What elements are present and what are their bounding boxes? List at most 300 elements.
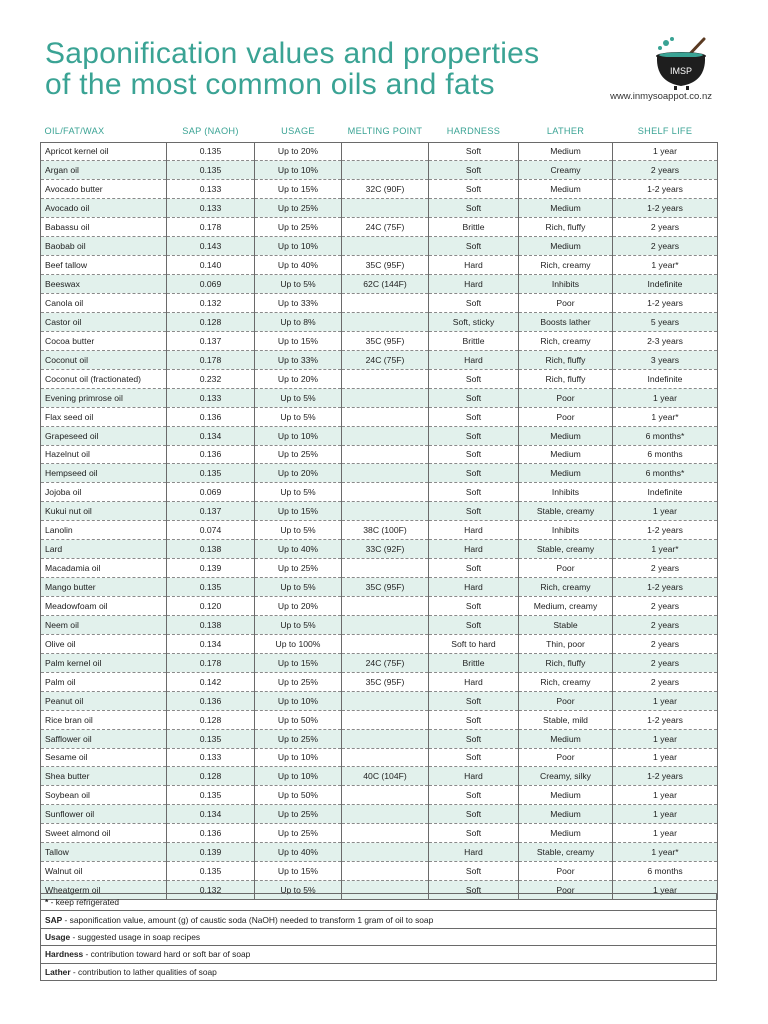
table-cell: 1 year [613, 502, 718, 521]
table-row [41, 237, 718, 256]
table-cell [342, 615, 429, 634]
table-header-row [41, 120, 718, 142]
table-cell: 0.135 [167, 578, 255, 597]
table-cell [342, 464, 429, 483]
table-cell: 0.132 [167, 294, 255, 313]
table-row [41, 710, 718, 729]
table-cell: 38C (100F) [342, 521, 429, 540]
oil-name-cell: Rice bran oil [41, 710, 167, 729]
table-cell: Up to 20% [255, 597, 342, 616]
table-cell: 1 year* [613, 407, 718, 426]
table-cell: 1-2 years [613, 710, 718, 729]
table-cell [342, 142, 429, 161]
table-cell: Brittle [429, 331, 519, 350]
table-cell: Up to 33% [255, 350, 342, 369]
table-cell: Brittle [429, 218, 519, 237]
table-cell: Up to 5% [255, 275, 342, 294]
table-cell: 1-2 years [613, 180, 718, 199]
table-cell: Up to 5% [255, 521, 342, 540]
table-cell: 1 year [613, 805, 718, 824]
oil-name-cell: Beeswax [41, 275, 167, 294]
table-cell: 6 months [613, 445, 718, 464]
note-text: - saponification value, amount (g) of caustic soda (NaOH) needed to transform 1 gram of oil to soap [62, 914, 434, 925]
table-row [41, 294, 718, 313]
table-cell: Stable, creamy [519, 843, 613, 862]
table-cell: Stable, creamy [519, 502, 613, 521]
table-cell: Up to 25% [255, 218, 342, 237]
table-row [41, 653, 718, 672]
table-cell: Soft [429, 445, 519, 464]
table-cell: 1 year [613, 388, 718, 407]
table-cell: 1 year* [613, 540, 718, 559]
table-cell: Indefinite [613, 369, 718, 388]
table-cell: Up to 5% [255, 578, 342, 597]
table-cell: Up to 15% [255, 502, 342, 521]
table-row [41, 350, 718, 369]
table-cell: Medium, creamy [519, 597, 613, 616]
website-url[interactable]: www.inmysoappot.co.nz [610, 91, 712, 102]
table-cell [342, 691, 429, 710]
note-cell [41, 946, 717, 963]
table-cell: Hard [429, 540, 519, 559]
table-cell: 24C (75F) [342, 653, 429, 672]
oil-name-cell: Grapeseed oil [41, 426, 167, 445]
table-row [41, 748, 718, 767]
table-cell: Soft [429, 199, 519, 218]
soap-pot-icon [652, 36, 714, 90]
table-cell: Hard [429, 843, 519, 862]
table-cell: Indefinite [613, 275, 718, 294]
oil-name-cell: Wheatgerm oil [41, 881, 167, 900]
table-cell: Medium [519, 426, 613, 445]
table-cell: 2 years [613, 615, 718, 634]
table-row [41, 312, 718, 331]
oil-name-cell: Cocoa butter [41, 331, 167, 350]
table-row [41, 634, 718, 653]
table-cell: Soft [429, 464, 519, 483]
table-cell [342, 388, 429, 407]
table-row [41, 521, 718, 540]
note-cell [41, 963, 717, 980]
oil-name-cell: Jojoba oil [41, 483, 167, 502]
table-cell: 33C (92F) [342, 540, 429, 559]
table-cell: 1-2 years [613, 767, 718, 786]
table-cell: Soft [429, 615, 519, 634]
table-cell: 0.074 [167, 521, 255, 540]
table-cell: Brittle [429, 653, 519, 672]
table-cell: Indefinite [613, 483, 718, 502]
table-cell: 0.133 [167, 180, 255, 199]
oil-name-cell: Neem oil [41, 615, 167, 634]
table-cell: Up to 10% [255, 691, 342, 710]
table-cell: Rich, fluffy [519, 653, 613, 672]
table-cell: 1 year [613, 786, 718, 805]
note-text: - suggested usage in soap recipes [70, 931, 201, 942]
note-term: * [45, 897, 51, 908]
table-row [41, 597, 718, 616]
table-cell: Soft [429, 597, 519, 616]
oil-name-cell: Soybean oil [41, 786, 167, 805]
table-cell: Up to 20% [255, 142, 342, 161]
table-cell: Up to 20% [255, 369, 342, 388]
column-header: SHELF LIFE [637, 125, 693, 136]
table-cell: Rich, fluffy [519, 350, 613, 369]
table-cell: 0.137 [167, 331, 255, 350]
table-cell [342, 559, 429, 578]
oil-name-cell: Castor oil [41, 312, 167, 331]
table-row [41, 388, 718, 407]
table-cell: Soft [429, 237, 519, 256]
table-cell: 0.136 [167, 691, 255, 710]
table-row [41, 464, 718, 483]
table-row [41, 729, 718, 748]
table-cell: 0.133 [167, 199, 255, 218]
table-cell: 35C (95F) [342, 331, 429, 350]
table-cell: Soft [429, 388, 519, 407]
table-row [41, 483, 718, 502]
oil-name-cell: Baobab oil [41, 237, 167, 256]
table-cell: Hard [429, 672, 519, 691]
table-cell: Soft [429, 142, 519, 161]
table-cell: Up to 5% [255, 483, 342, 502]
column-header: LATHER [546, 125, 585, 136]
oil-name-cell: Sweet almond oil [41, 824, 167, 843]
table-cell: Soft [429, 559, 519, 578]
table-cell: 35C (95F) [342, 578, 429, 597]
table-cell: Medium [519, 729, 613, 748]
table-cell: Poor [519, 881, 613, 900]
table-cell: 24C (75F) [342, 350, 429, 369]
oil-name-cell: Walnut oil [41, 862, 167, 881]
table-cell: 0.135 [167, 161, 255, 180]
table-cell: Up to 5% [255, 615, 342, 634]
table-cell: Up to 15% [255, 862, 342, 881]
table-cell: Soft [429, 786, 519, 805]
table-cell: Stable [519, 615, 613, 634]
table-cell: Soft [429, 180, 519, 199]
table-cell: 1 year [613, 748, 718, 767]
logo-text: IMSP [669, 66, 693, 76]
note-cell [41, 894, 717, 911]
table-cell: 2 years [613, 218, 718, 237]
table-cell: 0.134 [167, 805, 255, 824]
table-cell: Up to 25% [255, 805, 342, 824]
table-row [41, 578, 718, 597]
table-cell: Soft [429, 502, 519, 521]
table-cell: Medium [519, 464, 613, 483]
oil-name-cell: Hazelnut oil [41, 445, 167, 464]
table-cell: Rich, creamy [519, 331, 613, 350]
table-row [41, 142, 718, 161]
table-cell: Soft [429, 294, 519, 313]
table-cell: Thin, poor [519, 634, 613, 653]
table-row [41, 672, 718, 691]
table-cell [342, 634, 429, 653]
table-cell: Soft [429, 161, 519, 180]
oil-name-cell: Coconut oil (fractionated) [41, 369, 167, 388]
table-cell: 5 years [613, 312, 718, 331]
table-cell: 0.120 [167, 597, 255, 616]
table-cell: Poor [519, 559, 613, 578]
table-row [41, 502, 718, 521]
table-cell: Stable, mild [519, 710, 613, 729]
table-cell: 2 years [613, 559, 718, 578]
table-cell: 0.069 [167, 275, 255, 294]
table-cell: 0.136 [167, 824, 255, 843]
oil-name-cell: Lanolin [41, 521, 167, 540]
oil-name-cell: Shea butter [41, 767, 167, 786]
table-cell: 0.137 [167, 502, 255, 521]
oil-name-cell: Kukui nut oil [41, 502, 167, 521]
table-cell: Medium [519, 445, 613, 464]
table-cell: Up to 15% [255, 180, 342, 199]
table-cell: Up to 40% [255, 843, 342, 862]
oil-name-cell: Sunflower oil [41, 805, 167, 824]
table-cell: Soft [429, 369, 519, 388]
table-cell: Up to 5% [255, 407, 342, 426]
table-cell: Medium [519, 142, 613, 161]
oil-name-cell: Tallow [41, 843, 167, 862]
page-title [45, 38, 539, 100]
table-cell: 0.178 [167, 218, 255, 237]
table-cell: Up to 5% [255, 388, 342, 407]
table-cell: Boosts lather [519, 312, 613, 331]
table-cell: 0.133 [167, 388, 255, 407]
table-cell: Soft [429, 407, 519, 426]
table-cell: 0.135 [167, 729, 255, 748]
table-cell: 2 years [613, 237, 718, 256]
table-cell [342, 502, 429, 521]
table-cell: Poor [519, 407, 613, 426]
table-cell: 0.178 [167, 350, 255, 369]
table-cell: 32C (90F) [342, 180, 429, 199]
table-row [41, 218, 718, 237]
table-row [41, 369, 718, 388]
table-cell: 24C (75F) [342, 218, 429, 237]
table-cell: 0.128 [167, 312, 255, 331]
table-cell: Up to 50% [255, 786, 342, 805]
table-cell: Soft [429, 805, 519, 824]
table-cell [342, 445, 429, 464]
table-cell: 0.178 [167, 653, 255, 672]
table-cell: 1-2 years [613, 294, 718, 313]
note-row [41, 946, 717, 963]
table-cell: Poor [519, 388, 613, 407]
table-cell: Up to 10% [255, 426, 342, 445]
table-cell: 0.138 [167, 615, 255, 634]
table-cell: Rich, creamy [519, 578, 613, 597]
table-cell: Up to 25% [255, 559, 342, 578]
oil-name-cell: Safflower oil [41, 729, 167, 748]
table-cell: 40C (104F) [342, 767, 429, 786]
note-cell [41, 928, 717, 945]
table-cell [342, 237, 429, 256]
table-cell: Creamy, silky [519, 767, 613, 786]
note-text: - contribution toward hard or soft bar of soap [83, 949, 251, 960]
table-row [41, 615, 718, 634]
table-cell: 35C (95F) [342, 256, 429, 275]
note-cell [41, 911, 717, 928]
column-header: HARDNESS [446, 125, 501, 136]
oil-name-cell: Hempseed oil [41, 464, 167, 483]
table-cell: Soft [429, 824, 519, 843]
table-cell: 0.128 [167, 767, 255, 786]
table-cell: Stable, creamy [519, 540, 613, 559]
table-cell: 1-2 years [613, 521, 718, 540]
table-cell: 0.139 [167, 559, 255, 578]
table-cell: Hard [429, 767, 519, 786]
table-cell: 1 year [613, 691, 718, 710]
table-row [41, 275, 718, 294]
note-term: Hardness [45, 949, 84, 960]
column-header: USAGE [281, 125, 315, 136]
table-cell: 0.069 [167, 483, 255, 502]
table-row [41, 161, 718, 180]
table-cell [342, 729, 429, 748]
table-row [41, 767, 718, 786]
table-row [41, 805, 718, 824]
table-cell: Up to 15% [255, 331, 342, 350]
oil-name-cell: Apricot kernel oil [41, 142, 167, 161]
table-cell: 6 months* [613, 426, 718, 445]
notes-table [40, 893, 717, 981]
table-row [41, 540, 718, 559]
table-cell: Poor [519, 294, 613, 313]
note-row [41, 928, 717, 945]
table-cell: Up to 20% [255, 464, 342, 483]
table-cell: Hard [429, 275, 519, 294]
table-cell: 0.135 [167, 464, 255, 483]
table-row [41, 407, 718, 426]
oil-name-cell: Olive oil [41, 634, 167, 653]
table-cell: Hard [429, 521, 519, 540]
table-cell [342, 407, 429, 426]
table-row [41, 331, 718, 350]
table-cell: Medium [519, 237, 613, 256]
table-cell: 1 year* [613, 843, 718, 862]
column-header: SAP (NAOH) [182, 125, 239, 136]
table-cell: 0.140 [167, 256, 255, 275]
table-cell [342, 786, 429, 805]
table-cell: 1-2 years [613, 578, 718, 597]
table-cell: Hard [429, 256, 519, 275]
table-cell: Hard [429, 350, 519, 369]
oil-name-cell: Beef tallow [41, 256, 167, 275]
table-cell [342, 312, 429, 331]
oil-name-cell: Argan oil [41, 161, 167, 180]
table-cell: Up to 25% [255, 729, 342, 748]
table-cell: 0.143 [167, 237, 255, 256]
table-row [41, 559, 718, 578]
table-cell: Soft [429, 729, 519, 748]
table-cell: 2-3 years [613, 331, 718, 350]
table-cell: Up to 5% [255, 881, 342, 900]
table-cell: Medium [519, 786, 613, 805]
table-cell: 0.135 [167, 862, 255, 881]
table-cell: 2 years [613, 634, 718, 653]
table-cell: 0.232 [167, 369, 255, 388]
table-cell [342, 597, 429, 616]
table-cell: 0.135 [167, 786, 255, 805]
table-cell: Hard [429, 578, 519, 597]
table-cell: 0.142 [167, 672, 255, 691]
table-cell: Poor [519, 862, 613, 881]
table-cell: Medium [519, 199, 613, 218]
table-cell: 0.134 [167, 426, 255, 445]
table-row [41, 824, 718, 843]
table-cell: Rich, creamy [519, 672, 613, 691]
table-cell: Up to 10% [255, 237, 342, 256]
table-cell: Up to 33% [255, 294, 342, 313]
oil-name-cell: Palm oil [41, 672, 167, 691]
note-text: - keep refrigerated [50, 897, 120, 908]
table-row [41, 199, 718, 218]
table-cell: 1 year [613, 729, 718, 748]
table-cell [342, 862, 429, 881]
table-cell: Up to 15% [255, 653, 342, 672]
oil-name-cell: Canola oil [41, 294, 167, 313]
table-cell: Soft [429, 881, 519, 900]
table-cell: 0.135 [167, 142, 255, 161]
table-cell [342, 369, 429, 388]
note-row [41, 963, 717, 980]
table-cell: Inhibits [519, 521, 613, 540]
table-cell: 6 months* [613, 464, 718, 483]
table-cell: 35C (95F) [342, 672, 429, 691]
oil-name-cell: Peanut oil [41, 691, 167, 710]
table-cell: Up to 100% [255, 634, 342, 653]
table-cell [342, 483, 429, 502]
table-row [41, 691, 718, 710]
table-cell: Up to 8% [255, 312, 342, 331]
table-cell: Medium [519, 805, 613, 824]
oil-name-cell: Sesame oil [41, 748, 167, 767]
column-header: MELTING POINT [347, 125, 423, 136]
table-row [41, 426, 718, 445]
table-cell [342, 748, 429, 767]
table-cell: 1 year* [613, 256, 718, 275]
table-cell: Medium [519, 824, 613, 843]
table-cell: Poor [519, 691, 613, 710]
table-row [41, 256, 718, 275]
table-cell: Soft [429, 691, 519, 710]
table-cell: 0.136 [167, 445, 255, 464]
table-cell: Soft [429, 483, 519, 502]
oil-name-cell: Evening primrose oil [41, 388, 167, 407]
table-cell: Inhibits [519, 483, 613, 502]
table-cell: 0.136 [167, 407, 255, 426]
table-cell [342, 824, 429, 843]
column-header: OIL/FAT/WAX [44, 125, 105, 136]
table-cell: Soft [429, 426, 519, 445]
table-cell: 0.134 [167, 634, 255, 653]
table-cell: Soft [429, 748, 519, 767]
table-cell: 0.132 [167, 881, 255, 900]
oil-name-cell: Meadowfoam oil [41, 597, 167, 616]
title-line-2: of the most common oils and fats [45, 68, 495, 101]
table-cell [342, 710, 429, 729]
table-cell [342, 843, 429, 862]
table-cell: 2 years [613, 672, 718, 691]
oil-name-cell: Avocado butter [41, 180, 167, 199]
table-cell: 1 year [613, 142, 718, 161]
table-cell: 0.138 [167, 540, 255, 559]
oil-name-cell: Coconut oil [41, 350, 167, 369]
table-cell: Up to 25% [255, 445, 342, 464]
table-cell: 1 year [613, 881, 718, 900]
table-cell: Poor [519, 748, 613, 767]
oil-name-cell: Lard [41, 540, 167, 559]
